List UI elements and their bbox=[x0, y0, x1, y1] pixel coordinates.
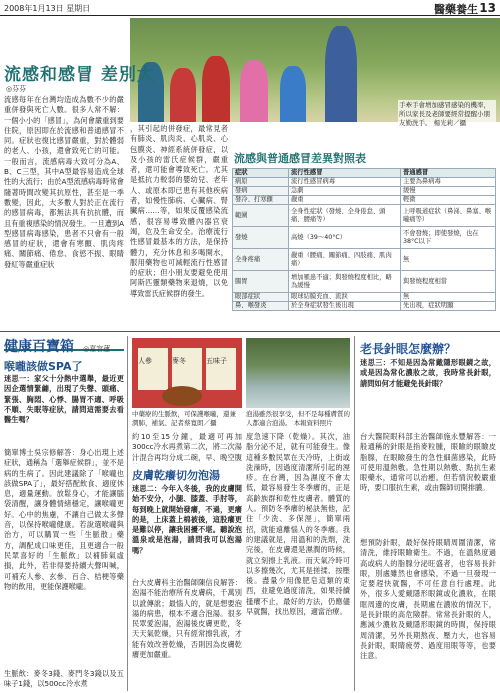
table-cell: 先出現，症狀明顯 bbox=[401, 302, 496, 311]
bath-answer: 台大皮膚科主治醫師陳信良解答：泡湯不能治療所有皮膚病，千萬別以訛傳訛；最惱人的，就是想要泡湯的病患，根本不適合泡湯。很多民眾愛泡湯，泡湯後皮膚更乾，冬天天氣乾燥，只有經常擦乳液，才能有效改善乾燥，否則因為皮膚乾癢更加嚴重。 bbox=[132, 578, 242, 660]
table-cell: 緩慢 bbox=[401, 187, 496, 196]
child-figure bbox=[280, 66, 306, 122]
table-header-cell: 流行性感冒 bbox=[289, 169, 401, 178]
spa-title: 喉嚨該做SPA了 bbox=[4, 360, 83, 373]
herb-label: 麥冬 bbox=[172, 357, 186, 365]
table-row bbox=[233, 271, 496, 293]
table-cell: 流行性感冒病毒 bbox=[289, 178, 401, 187]
table-row bbox=[233, 249, 496, 271]
table-cell: 主要為鼻病毒 bbox=[401, 178, 496, 187]
tea-photo-caption: 中藥療的生脈飲，可保護喉嚨，還兼潤肺，補氣、記者蔡寬朗／攝 bbox=[132, 410, 236, 427]
table-cell: 與發燒程度相當 bbox=[401, 271, 496, 293]
herb-label: 人參 bbox=[138, 357, 152, 365]
table-row bbox=[233, 293, 496, 302]
table-cell: 無 bbox=[401, 293, 496, 302]
table-cell: 嚴重 bbox=[289, 196, 401, 205]
article1-col1: 流感每年在台灣均造成為數不少的嚴重併發與死亡人數。很多人常不解：一個小小的「感冒」，為何會嚴重到要住院，原因即在於流感和普通感冒不同。症狀也復比感冒嚴重，對於體弱的老人、小孩，還會致死亡的可能。一般而言，流感病毒大致可分為A、B、C三型，其中A型最容易造成全球性的大流行；由於A型流感病毒時常會隨著時間改變其抗原性，甚至是一季數變，因此，大多數人對於正在流行的感冒病毒，都無法具有抗抗體，而且有重複感染的情況發生。一旦遭到A型感冒病毒感染，患者不只會有一般感冒的症狀，還會有寒顫、肌肉疼痛、關節痛、倦怠、食慾不振、眼睛發紅等嚴重症狀 bbox=[4, 95, 124, 269]
tea-cup bbox=[162, 386, 202, 406]
spa-recipe: 生脈飲：麥冬3錢、麥門冬3錢以及五味子1錢，以500cc冷水煮 bbox=[4, 669, 124, 689]
table-cell: 發冷、打寒顫 bbox=[233, 196, 289, 205]
hot-spring-photo bbox=[246, 338, 350, 408]
health-box-bar bbox=[4, 336, 124, 355]
table-cell: 於全身症狀發生後出現 bbox=[289, 302, 401, 311]
herb-packet bbox=[206, 348, 236, 390]
page-header bbox=[0, 0, 500, 16]
table-cell: 眼球結膜充血、流淚 bbox=[289, 293, 401, 302]
eye-col: 想預防針眼，最好保持眼睛周圍清潔，常清洗，維持眼瞼衛生。不過，在溫熱度過高或病人的脂腺分泌旺盛者，也容易長針眼，別處雖然也會感染，不過一旦發現一定要趕快就醫，不可任意自行處理。此外，很多人愛戴隱形眼鏡或化濃妝，在眼眶周邊的皮膚，長期處在濃妝的情況下，是長針眼的高危險群。常常長針眼的人，應減少濃妝及戴隱形眼鏡的時間，保持眼周清潔，另外長期熬夜、壓力大，也容易長針眼，眼睛疲勞、過度用眼等等，也要注意。 bbox=[360, 538, 496, 661]
table-cell: 發燒 bbox=[233, 227, 289, 249]
table-cell: 增加罹患不適；與發燒程度相比，略為緩慢 bbox=[289, 271, 401, 293]
herb-packet bbox=[172, 348, 202, 390]
comparison-table bbox=[232, 168, 496, 311]
article1-col2: ，其引起的併發症，最常見者有肺炎、肌肉炎、心肌炎、心包膜炎、神經系統併發症，以及小孩的雷氏症候群，嚴重者，還可能會導致死亡。尤其是抵抗力較弱的嬰幼兒、老年人、或原本即已患有其他疾病者，如慢性肺病、心臟病、腎臟病……等，如果反覆感染流感，很容易導致體內器官衰竭，危及生命安全。治療流行性感冒最基本的方法，是保持體力，充分休息和多喝開水，服用藥物也可減輕流行性感冒的症狀；但小朋友要避免使用阿斯匹靈類藥物來退燒，以免導致雷氏症候群的發生。 bbox=[130, 124, 228, 298]
eye-answer: 台大醫院眼科部主治醫師施永豐解答：一般通稱的針眼是指麥粒腫，眼瞼的眼瞼皮脂腺，在眼瞼發生的急性細菌感染，此時可使用溫熱敷。急性期以熱敷、點抗生素眼藥水，通常可以治癒。但若情況較嚴重時，要口服抗生素，或由醫師切開排膿。 bbox=[360, 432, 496, 493]
table-row bbox=[233, 178, 496, 187]
table-row bbox=[233, 187, 496, 196]
table-cell: 全身疼痛 bbox=[233, 249, 289, 271]
child-figure bbox=[240, 60, 268, 122]
table-cell: 不會發燒；即使發燒，也在38°C以下 bbox=[401, 227, 496, 249]
spa-question: 迷思一：家父十分熱中選舉，最近更因企選情緊繃，出現了失聲、頭痛、緊張、胸悶、心悸、腸胃不適、呼吸不順、失眠等症狀，請問這需要去看醫生嗎？ bbox=[4, 374, 124, 425]
child-figure bbox=[202, 56, 230, 122]
table-row bbox=[233, 205, 496, 227]
eye-title: 老長針眼怎麼辦？ bbox=[360, 342, 457, 356]
child-figure bbox=[170, 68, 196, 122]
column-rule bbox=[354, 336, 355, 691]
hot-spring-caption: 泡湯雖然很享受，但不是每種膚質的人都適合泡湯。 本報資料照片 bbox=[246, 410, 350, 427]
top-photo-caption: 手牽手會增加感冒感染的機率，所以家長及老師要經常提醒小朋友勤洗手。 楊光莉／攝 bbox=[398, 100, 496, 129]
herb-packet bbox=[138, 348, 168, 390]
comparison-table-title: 流感與普通感冒差異對照表 bbox=[234, 152, 366, 165]
recipe-continued: 約10至15分鐘，最適可再加300cc冷水再煮第二次，將二次湯汁混合再均分成二碗，早、晚空腹 bbox=[132, 432, 242, 462]
table-cell: 鼻、喉發炎 bbox=[233, 302, 289, 311]
table-cell: 無 bbox=[401, 249, 496, 271]
header-date: 2008年1月13日 星期日 bbox=[4, 4, 91, 13]
health-box-author: ◎嘉容蓮 bbox=[83, 345, 111, 353]
table-header-cell: 普通感冒 bbox=[401, 169, 496, 178]
table-cell: 高燒（39～40°C） bbox=[289, 227, 401, 249]
table-row bbox=[233, 196, 496, 205]
tea-herbs-photo bbox=[132, 338, 242, 408]
table-cell: 眼部症狀 bbox=[233, 293, 289, 302]
eye-question: 迷思三：不知是因為常戴隱形眼鏡之故，或是因為常化濃妝之故，我時常長針眼，請問如何才能避免長針眼？ bbox=[360, 358, 496, 388]
bath-col-b: 度急速下降（乾燥）。其次，油脂分泌不足，就有可能發生。像這種多數民眾在天冷時，上街或洗澡時，因過度清潔所引起的溼疹。在台灣，因為濕度不會太低，最容易發生冬季癢的，正是高齡族群和乾性皮膚者。體質的人。預防冬季癢的秘訣無他，記住「少洗、多保溼」，簡單兩招，就能遠離惱人的冬季癢。我的建議就是，用溫和的洗劑，洗完後，在皮膚還是濕潤的時候，就立刻擦上乳液。而天氣冷時可以多擦幾次，尤其是搓揉、按壓後。盡量少用像肥皂這類的東西，並避免過度清洗，如果持續搔癢不止，最好的方法，仍應儘早就醫，找出原因，適當治療。 bbox=[246, 432, 350, 617]
table-cell: 嚴重（腰痛、關節痛、四肢痛、肌肉痛） bbox=[289, 249, 401, 271]
table-row bbox=[233, 227, 496, 249]
table-cell: 發病 bbox=[233, 187, 289, 196]
adult-figure bbox=[325, 26, 357, 122]
bath-subtitle: 皮膚乾癢切勿泡湯 bbox=[132, 469, 220, 482]
article1-title: 流感和感冒 差別大 bbox=[4, 65, 155, 85]
table-row bbox=[233, 302, 496, 311]
table-cell: 輕微 bbox=[401, 196, 496, 205]
column-rule bbox=[127, 336, 128, 691]
table-cell: 範圍 bbox=[233, 205, 289, 227]
herb-label: 五味子 bbox=[206, 357, 227, 365]
table-cell: 病原 bbox=[233, 178, 289, 187]
article1-author: ◎芬芬 bbox=[6, 85, 27, 93]
table-header-row bbox=[233, 169, 496, 178]
header-page-number: 13 bbox=[479, 1, 496, 15]
table-cell: 全身性症狀（發燒、全身倦怠、頭痛、腰痛等） bbox=[289, 205, 401, 227]
section-divider bbox=[0, 331, 500, 332]
header-section: 醫藥養生 bbox=[434, 3, 478, 16]
table-header-cell: 症狀 bbox=[233, 169, 289, 178]
table-cell: 腸胃 bbox=[233, 271, 289, 293]
spa-answer: 簡單博士吳宗修解答：身心出現上述症狀，通稱為「選舉症候群」，並不是病的生病了。因此建議除了「喉嚨也該做SPA了」，最好搭配飲食、適度休息，適量運動。放鬆身心，才能讓腦袋清醒，讓身體情緒穩定，讓喉嚨更好。心中的焦慮，不讓自己做太多聲音，以保持喉嚨健康。若說選喉嚨與治方，可以購買一些「生脈散」藥方，調配成口味更佳，且更適合一般民眾喜好的「生脈飲」以補肺氣虛損，此外，若非得要持續大聲叫喊，可補充人參、玄參、百合、桔梗等藥物的飲用，更能保護喉嚨。 bbox=[4, 448, 124, 591]
health-box-title: 健康百寶箱 bbox=[4, 339, 74, 355]
table-cell: 急劇 bbox=[289, 187, 401, 196]
table-cell: 上呼吸道症狀（鼻涕、鼻塞、喉嚨痛等） bbox=[401, 205, 496, 227]
bath-question: 迷思二：今年入冬後，我的皮膚開始不安分，小腿、膝蓋、手肘等，每到晚上就開始發癢，不過，更癢的是，上床蓋上棉被後，這股癢更是難以停，讓我困擾不堪。聽說泡溫泉或是泡湯，請問我可以泡湯嗎？ bbox=[132, 484, 242, 555]
